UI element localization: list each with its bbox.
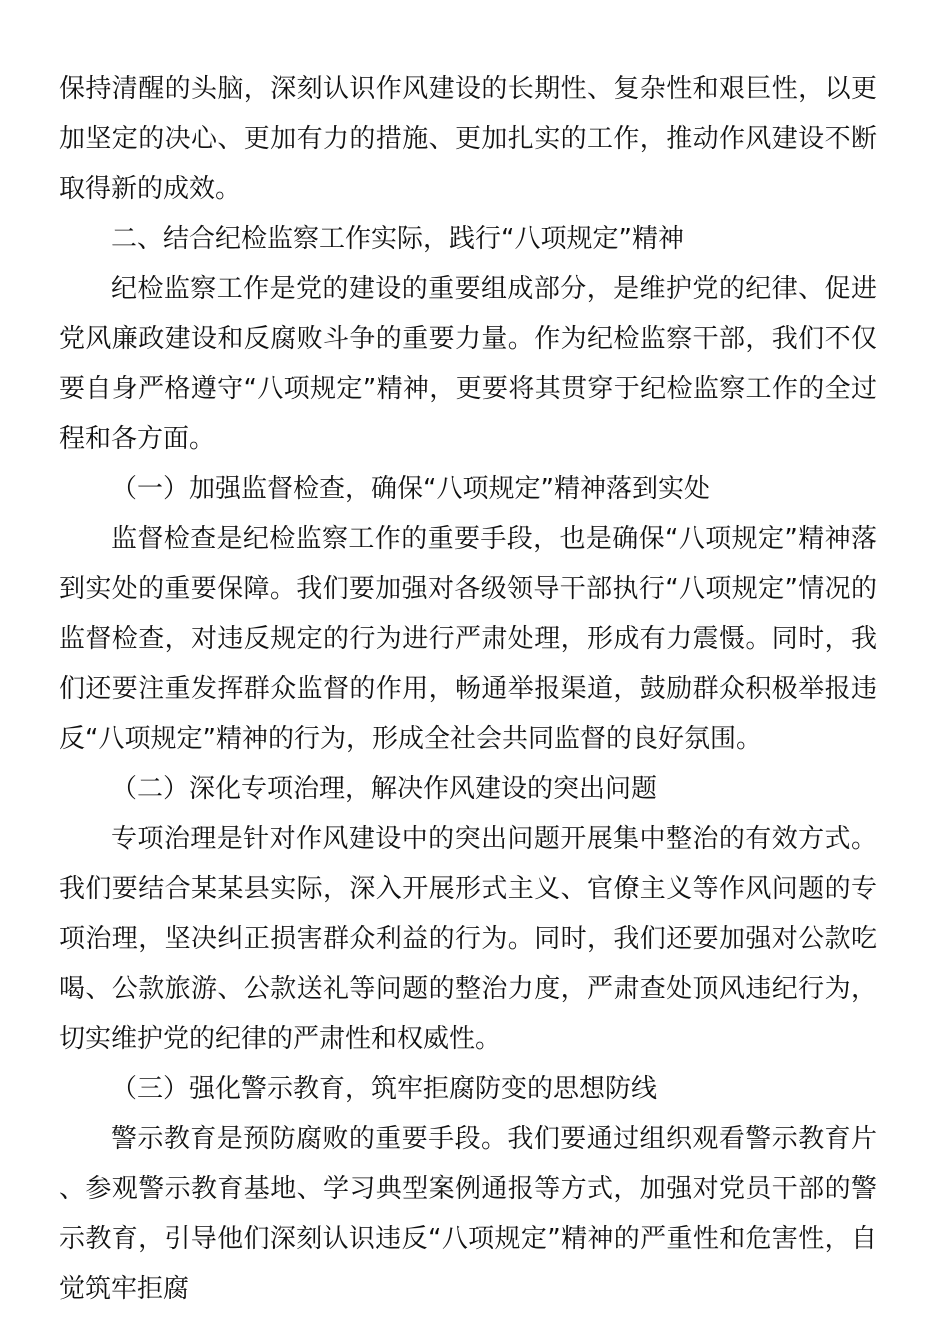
subsection-heading-1: （一）加强监督检查，确保“八项规定”精神落到实处 [111,474,710,504]
paragraph-continuation: 保持清醒的头脑，深刻认识作风建设的长期性、复杂性和艰巨性，以更加坚定的决心、更加有力的措施、更加扎实的工作，推动作风建设不断取得新的成效。 [59,74,877,204]
paragraph-body: 纪检监察工作是党的建设的重要组成部分，是维护党的纪律、促进党风廉政建设和反腐败斗争的重要力量。作为纪检监察干部，我们不仅要自身严格遵守“八项规定”精神，更要将其贯穿于纪检监察工作的全过程和各方面。 [59,274,877,454]
paragraph-body: 专项治理是针对作风建设中的突出问题开展集中整治的有效方式。我们要结合某某县实际，深入开展形式主义、官僚主义等作风问题的专项治理，坚决纠正损害群众利益的行为。同时，我们还要加强对公款吃喝、公款旅游、公款送礼等问题的整治力度，严肃查处顶风违纪行为，切实维护党的纪律的严肃性和权威性。 [59,824,877,1054]
subsection-heading-2: （二）深化专项治理，解决作风建设的突出问题 [111,774,658,804]
paragraph-body: 警示教育是预防腐败的重要手段。我们要通过组织观看警示教育片、参观警示教育基地、学习典型案例通报等方式，加强对党员干部的警示教育，引导他们深刻认识违反“八项规定”精神的严重性和危害性，自觉筑牢拒腐 [59,1124,877,1304]
paragraph-body: 监督检查是纪检监察工作的重要手段，也是确保“八项规定”精神落到实处的重要保障。我们要加强对各级领导干部执行“八项规定”情况的监督检查，对违反规定的行为进行严肃处理，形成有力震慑。同时，我们还要注重发挥群众监督的作用，畅通举报渠道，鼓励群众积极举报违反“八项规定”精神的行为，形成全社会共同监督的良好氛围。 [59,524,877,754]
subsection-heading-3: （三）强化警示教育，筑牢拒腐防变的思想防线 [111,1074,658,1104]
section-heading-2: 二、结合纪检监察工作实际，践行“八项规定”精神 [111,224,684,254]
document-page [59,64,877,1314]
